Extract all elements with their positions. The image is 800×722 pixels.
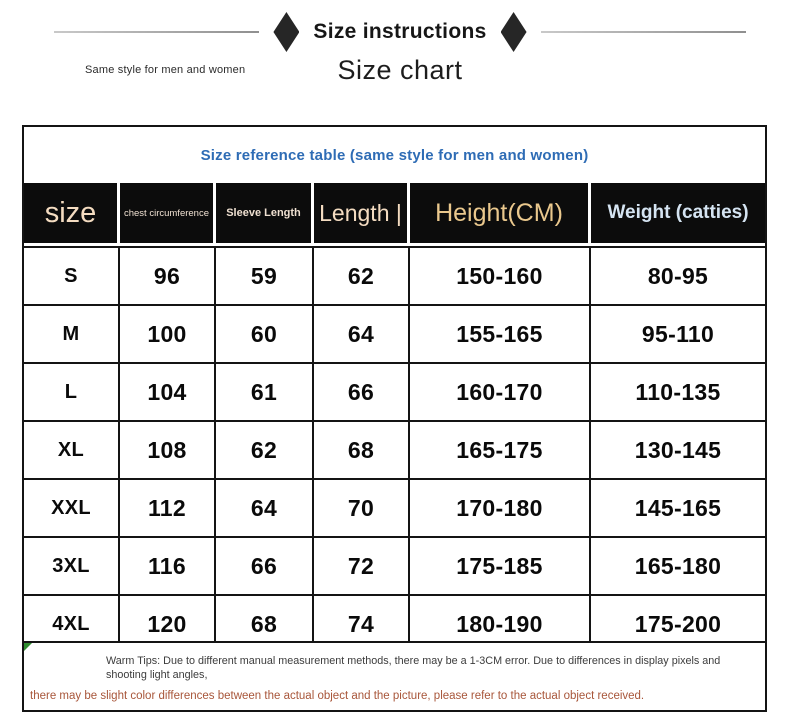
size-cell: XXL <box>24 480 120 536</box>
tips-line-1: Warm Tips: Due to different manual measurement methods, there may be a 1-3CM error. Due to differences in display pixels and shooting light angles, <box>106 655 721 682</box>
col-header-length: Length | <box>314 183 410 243</box>
table-cell: 130-145 <box>634 436 722 463</box>
table-row <box>24 248 765 306</box>
size-table <box>22 125 767 654</box>
table-cell: 95-110 <box>641 320 715 347</box>
table-cell: 175-185 <box>410 538 591 594</box>
size-cell: L <box>24 364 120 420</box>
table-cell: 155-165 <box>410 306 591 362</box>
table-cell: 72 <box>314 538 410 594</box>
table-cell: 165-175 <box>410 422 591 478</box>
table-cell: 80-95 <box>647 262 709 289</box>
table-row <box>24 480 765 538</box>
table-cell: 100 <box>120 306 216 362</box>
table-row <box>24 422 765 480</box>
table-cell: 170-180 <box>410 480 591 536</box>
chart-subtitle: Size chart <box>337 55 463 85</box>
table-cell: 68 <box>314 422 410 478</box>
table-cell: 74 <box>314 596 410 652</box>
table-cell: 145-165 <box>634 494 722 521</box>
size-cell: 3XL <box>24 538 120 594</box>
table-caption: Size reference table (same style for men and women) <box>200 146 589 164</box>
table-cell: 175-200 <box>634 610 722 637</box>
col-header-chest: chest circumference <box>120 183 216 243</box>
style-note: Same style for men and women <box>85 64 246 76</box>
size-cell: S <box>24 248 120 304</box>
table-cell: 70 <box>314 480 410 536</box>
page-title: Size instructions <box>313 20 487 43</box>
table-cell: 104 <box>120 364 216 420</box>
table-row <box>24 364 765 422</box>
table-cell: 96 <box>120 248 216 304</box>
table-cell: 116 <box>120 538 216 594</box>
table-cell: 165-180 <box>634 552 722 579</box>
divider-line-right <box>541 31 746 33</box>
table-cell: 108 <box>120 422 216 478</box>
tips-line-2: there may be slight color differences between the actual object and the picture, please refer to the actual object received. <box>30 690 645 703</box>
table-row <box>24 306 765 364</box>
warm-tips-box <box>22 641 767 712</box>
col-header-sleeve: Sleeve Length <box>216 183 314 243</box>
diamond-icon-right <box>501 12 527 52</box>
col-header-height: Height(CM) <box>410 183 591 243</box>
table-cell: 120 <box>120 596 216 652</box>
table-cell: 61 <box>216 364 314 420</box>
size-cell: XL <box>24 422 120 478</box>
size-cell: 4XL <box>24 596 120 652</box>
col-header-size: size <box>24 183 120 243</box>
table-cell: 68 <box>216 596 314 652</box>
table-cell: 60 <box>216 306 314 362</box>
section-divider <box>0 11 800 53</box>
table-cell: 160-170 <box>410 364 591 420</box>
table-header-row <box>24 183 765 243</box>
table-cell: 64 <box>314 306 410 362</box>
diamond-icon-left <box>273 12 299 52</box>
table-cell: 66 <box>216 538 314 594</box>
table-cell: 62 <box>216 422 314 478</box>
table-cell: 112 <box>120 480 216 536</box>
table-body <box>24 246 765 652</box>
table-cell: 59 <box>216 248 314 304</box>
table-cell: 180-190 <box>410 596 591 652</box>
size-cell: M <box>24 306 120 362</box>
table-cell: 150-160 <box>410 248 591 304</box>
table-cell: 66 <box>314 364 410 420</box>
table-cell: 64 <box>216 480 314 536</box>
table-cell: 110-135 <box>635 378 721 405</box>
col-header-weight: Weight (catties) <box>591 183 765 243</box>
green-corner-marker <box>24 643 32 651</box>
table-row <box>24 538 765 596</box>
divider-line-left <box>54 31 259 33</box>
table-cell: 62 <box>314 248 410 304</box>
